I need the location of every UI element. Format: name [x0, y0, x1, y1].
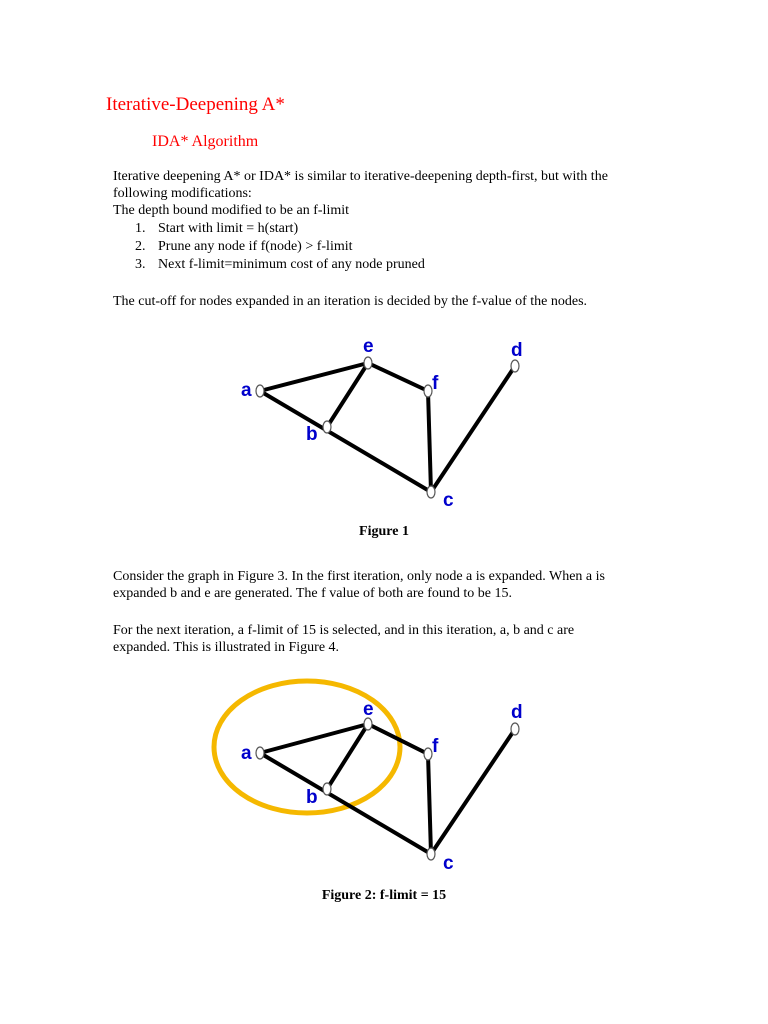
node-a-marker [256, 385, 264, 397]
node-label-e: e [363, 699, 374, 720]
figure-1-graph [0, 330, 768, 520]
cutoff-paragraph: The cut-off for nodes expanded in an iteration is decided by the f-value of the nodes. [113, 294, 588, 309]
list-item: 3. Next f-limit=minimum cost of any node pruned [135, 257, 425, 272]
graph-edges [260, 363, 515, 492]
edge-a-c [260, 391, 431, 492]
figure-1-caption: Figure 1 [359, 524, 409, 539]
node-label-a: a [241, 743, 252, 764]
node-label-b: b [306, 787, 318, 808]
consider-line-2: expanded b and e are generated. The f value of both are found to be 15. [113, 586, 512, 601]
page-title: Iterative-Deepening A* [106, 94, 285, 115]
list-item: 2. Prune any node if f(node) > f-limit [135, 239, 353, 254]
edge-c-d [431, 366, 515, 492]
node-label-e: e [363, 336, 374, 357]
figure-2-graph [0, 672, 768, 877]
graph-nodes [256, 718, 519, 860]
edge-a-c [260, 753, 431, 854]
node-d-marker [511, 723, 519, 735]
modifications-list [113, 220, 425, 274]
intro-line-2: following modifications: [113, 186, 252, 201]
node-label-c: c [443, 853, 454, 874]
next-iteration-paragraph [113, 622, 673, 656]
node-b-marker [323, 421, 331, 433]
node-label-c: c [443, 490, 454, 511]
node-b-marker [323, 783, 331, 795]
consider-line-1: Consider the graph in Figure 3. In the first iteration, only node a is expanded. When a is [113, 569, 605, 584]
node-d-marker [511, 360, 519, 372]
node-label-f: f [432, 373, 439, 394]
node-label-d: d [511, 702, 523, 723]
figure-2-caption: Figure 2: f-limit = 15 [321, 888, 447, 903]
next-line-1: For the next iteration, a f-limit of 15 is selected, and in this iteration, a, b and c are [113, 623, 575, 638]
node-e-marker [364, 357, 372, 369]
intro-line-1: Iterative deepening A* or IDA* is similar to iterative-deepening depth-first, but with the [113, 169, 608, 184]
node-c-marker [427, 486, 435, 498]
node-f-marker [424, 748, 432, 760]
graph-edges [260, 724, 515, 854]
edge-e-f [368, 363, 428, 391]
edge-f-c [428, 754, 431, 854]
edge-f-c [428, 391, 431, 492]
edge-c-d [431, 729, 515, 854]
intro-line-3: The depth bound modified to be an f-limit [113, 203, 350, 218]
node-label-f: f [432, 736, 439, 757]
node-label-b: b [306, 424, 318, 445]
node-a-marker [256, 747, 264, 759]
node-f-marker [424, 385, 432, 397]
node-c-marker [427, 848, 435, 860]
node-label-d: d [511, 340, 523, 361]
section-title: IDA* Algorithm [152, 133, 259, 150]
graph-nodes [256, 357, 519, 498]
intro-paragraph [113, 168, 673, 219]
node-label-a: a [241, 380, 252, 401]
next-line-2: expanded. This is illustrated in Figure 4. [113, 640, 340, 655]
list-item: 1. Start with limit = h(start) [135, 221, 299, 236]
consider-paragraph [113, 568, 673, 602]
